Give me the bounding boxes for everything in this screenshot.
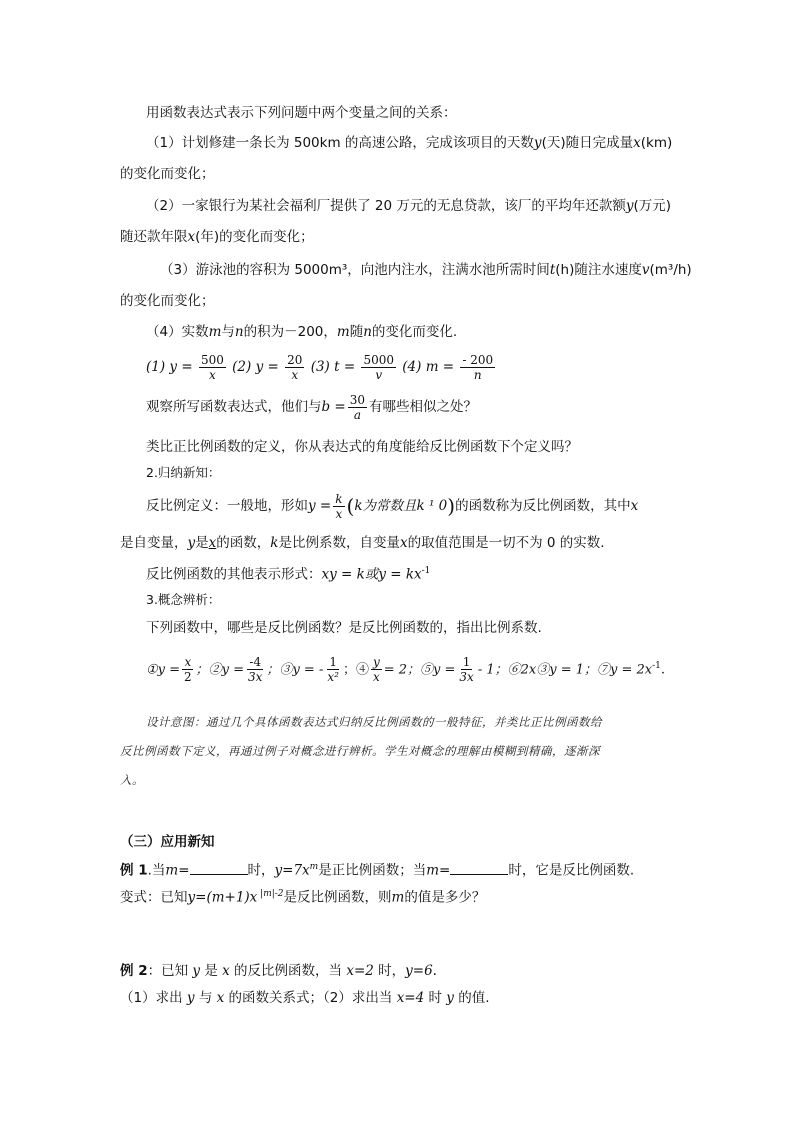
problem-2-cont: 随还款年限x(年)的变化而变化； [120,229,314,245]
option-5-fraction: $\frac{1}{3x}$ [459,655,474,685]
intro-line: 用函数表达式表示下列问题中两个变量之间的关系： [146,105,457,121]
section-2-heading: 2.归纳新知： [146,465,221,480]
option-4: ；④ [342,662,369,678]
problem-3-cont: 的变化而变化； [120,293,215,309]
formula-3-lhs: (3) t = [310,359,356,375]
design-intent-line-1: 设计意图：通过几个具体函数表达式归纳反比例函数的一般特征，并类比正比例函数给 [146,715,602,729]
problem-3-line: （3）游泳池的容积为 5000m³，向池内注水，注满水池所需时间t(h)随注水速度v(m³/h) [160,262,692,278]
formulas-row [146,350,497,384]
problem-1-line: （1）计划修建一条长为 500km 的高速公路，完成该项目的天数y(天)随日完成量x(km) [146,135,673,151]
problem-2-line: （2）一家银行为某社会福利厂提供了 20 万元的无息贷款，该厂的平均年还款额y(万元) [146,198,672,214]
example-1-blank-2 [450,860,508,875]
variant-line: 变式：已知y=(m+1)x $^{|m|-2}$是反比例函数，则m的值是多少？ [120,889,486,906]
formula-1-fraction: $\frac{500}{x}$ [200,353,224,382]
other-forms-line: 反比例函数的其他表示形式：xy = k或$y = kx^{-1}$ [146,566,431,583]
option-1-fraction: $\frac{x}{2}$ [184,655,192,685]
problem-1-cont: 的变化而变化； [120,166,215,182]
example-1-line: 例 1.当m= 时，$y=7x^m$是正比例函数；当m= 时，它是反比例函数. [120,857,634,881]
example-2-line: 例 2：已知 y 是 x 的反比例函数，当 x=2 时，y=6. [120,963,437,979]
formula-2-fraction: $\frac{20}{x}$ [287,353,303,382]
definition-line: 反比例定义：一般地，形如y = $\frac{k}{x}$ (k为常数且k ¹ 0)的函数称为反比例函数，其中x [146,491,639,521]
option-2-fraction: $\frac{-4}{3x}$ [248,655,263,685]
formula-2-lhs: (2) y = [232,359,279,375]
problem-4-line: （4）实数m与n的积为－200，m随n的变化而变化. [146,324,458,340]
example-2-label: 例 2 [120,963,148,979]
definition-cont: 是自变量，y是x的函数，k是比例系数，自变量x的取值范围是一切不为 0 的实数. [120,535,605,551]
section-3-heading: 3.概念辨析： [146,592,221,607]
analogy-line: 类比正比例函数的定义，你从表达式的角度能给反比例函数下个定义吗？ [146,439,578,455]
option-6-7: - 1；⑥2x③y = 1；⑦y = 2x [477,662,653,678]
definition-fraction: $\frac{k}{x}$ [335,491,343,521]
option-1: ①y = [146,662,181,678]
section-apply-heading: （三）应用新知 [120,834,215,850]
observe-line: 观察所写函数表达式，他们与b = $\frac{30}{a}$ 有哪些相似之处？ [146,392,478,422]
option-3-fraction: $\frac{1}{\text{x²}}$ [327,655,339,685]
design-intent-line-2: 反比例函数下定义，再通过例子对概念进行辨析。学生对概念的理解由模糊到精确，逐渐深 [120,744,600,758]
design-intent-line-3: 入。 [120,773,144,787]
formula-3-fraction: $\frac{5000}{v}$ [363,353,394,382]
option-2: ；②y = [195,662,245,678]
formula-4-lhs: (4) m = [402,359,455,375]
formula-4-fraction: $\frac{- 200}{n}$ [462,353,494,382]
formula-1-lhs: (1) y = [146,359,193,375]
example-2-questions: （1）求出 y 与 x 的函数关系式；（2）求出当 x=4 时 y 的值. [120,990,490,1006]
example-1-blank-1 [190,860,248,875]
option-4-fraction: $\frac{y}{x}$ [372,655,380,685]
options-row: ①y = $\frac{x}{2}$ ；②y = $\frac{-4}{3x}$ ；③y = - $\frac{1}{\text{x²}}$ ；④ $\frac{y}{x}$ = 2；⑤y = $\frac{1}{3x}$ - 1；⑥2x③y = 1；⑦y = $2x^{-1}$. [146,655,666,685]
example-1-label: 例 1 [120,862,148,879]
observe-fraction: $\frac{30}{a}$ [349,392,366,422]
option-5: = 2；⑤y = [383,662,456,678]
option-3: ；③y = - [266,662,324,678]
question-line: 下列函数中，哪些是反比例函数？是反比例函数的，指出比例系数. [146,620,542,636]
